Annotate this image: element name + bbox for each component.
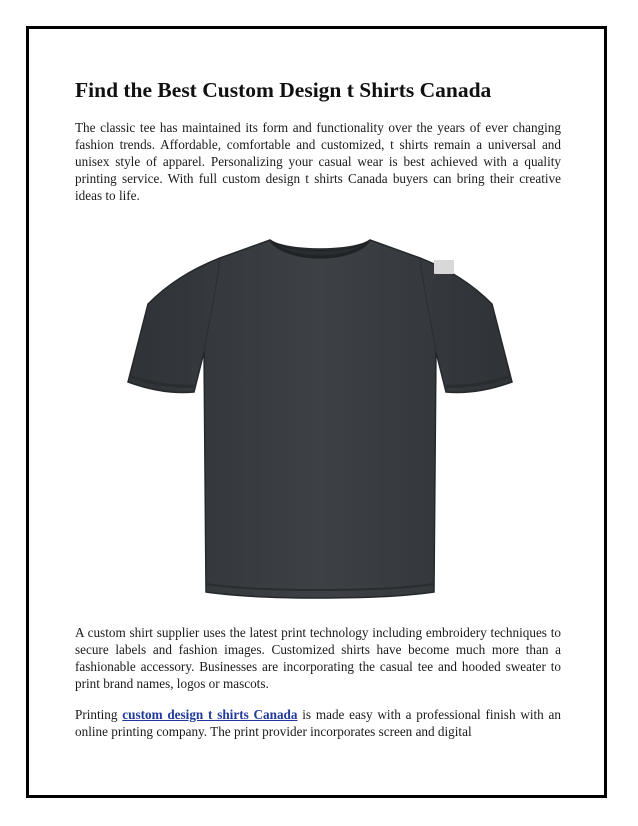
paragraph-supplier: A custom shirt supplier uses the latest print technology including embroidery techniques to secure labels and fashion images. Customized shirts have become much more than a fashionable accessory. Businesses are incorporating the casual tee and hooded sweater to print brand names, logos or mascots. (75, 625, 561, 691)
custom-design-link[interactable]: custom design t shirts Canada (122, 707, 298, 722)
t-shirt-image (120, 232, 520, 602)
article-title: Find the Best Custom Design t Shirts Canada (75, 78, 492, 102)
paragraph-printing (75, 706, 561, 740)
paragraph-printing-lead: Printing (75, 707, 123, 722)
paragraph-intro: The classic tee has maintained its form and functionality over the years of ever changing fashion trends. Affordable, comfortable and customized, t shirts remain a universal and unisex style of apparel. Personalizing your casual wear is best achieved with a quality printing service. With full custom design t shirts Canada buyers can bring their creative ideas to life. (75, 120, 561, 203)
paragraph-printing-rest: is made easy with a professional finish with an online printing company. The print provider incorporates screen and digital (75, 707, 561, 739)
